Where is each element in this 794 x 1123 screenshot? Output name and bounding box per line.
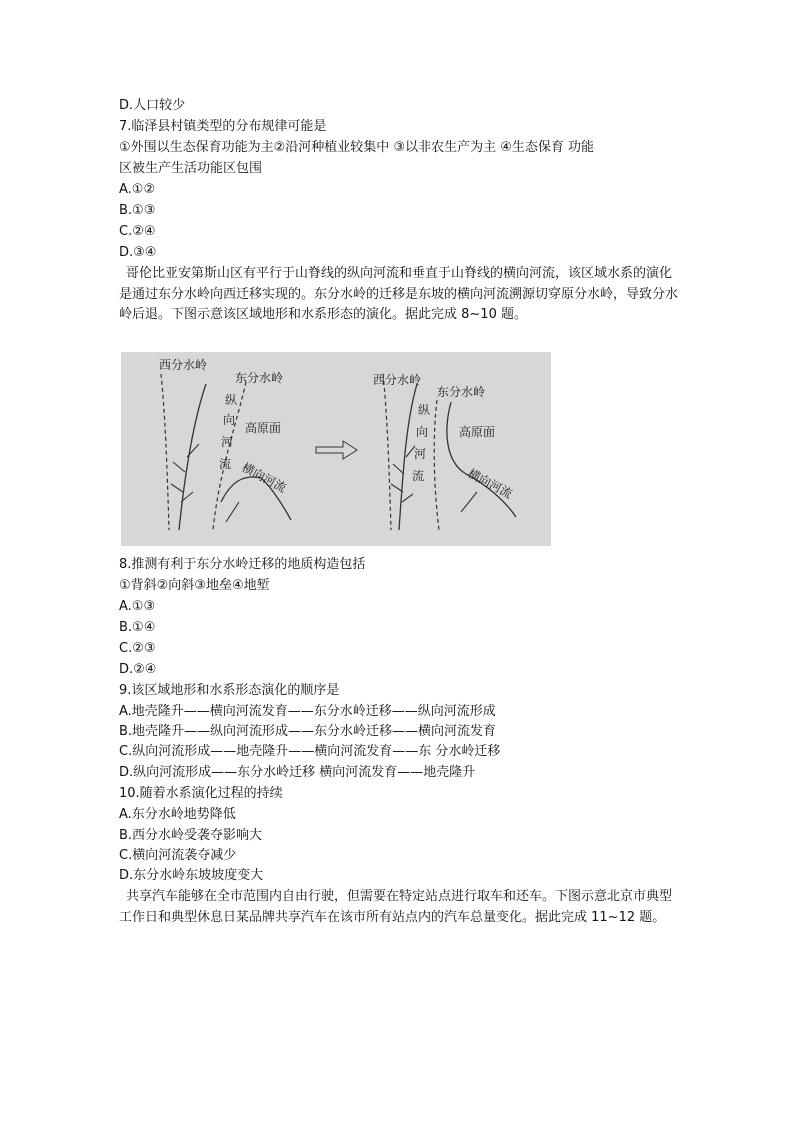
q7-stem: 7.临泽县村镇类型的分布规律可能是 <box>119 119 327 134</box>
transverse-tributary <box>226 502 239 522</box>
label-plateau-left: 高原面 <box>245 421 282 435</box>
transverse-tributary-right <box>461 492 477 512</box>
q8-option-a: A.①③ <box>119 599 156 614</box>
label-longitudinal-river-left-2: 向 <box>223 413 236 427</box>
label-longitudinal-river-right-1: 纵 <box>418 403 431 417</box>
q8-stem: 8.推测有利于东分水岭迁移的地质构造包括 <box>119 557 366 572</box>
label-transverse-river-left: 横向河流 <box>239 460 289 496</box>
q9-option-a: A.地壳隆升——横向河流发育——东分水岭迁移——纵向河流形成 <box>119 704 496 719</box>
label-plateau-right: 高原面 <box>459 425 496 439</box>
river-tributaries <box>171 444 199 502</box>
q8-statements: ①背斜②向斜③地垒④地堑 <box>119 578 270 593</box>
label-longitudinal-river-right-4: 流 <box>412 469 425 483</box>
q10-stem: 10.随着水系演化过程的持续 <box>119 786 283 801</box>
q7-option-a: A.①② <box>119 182 156 197</box>
q7-statements-line1: ①外围以生态保育功能为主②沿河种植业较集中 ③以非农生产为主 ④生态保育 功能 <box>119 140 595 155</box>
q8-option-b: B.①④ <box>119 620 156 635</box>
west-divide-line-right <box>383 374 391 530</box>
q6-option-d: D.人口较少 <box>119 98 186 113</box>
q7-option-b: B.①③ <box>119 203 156 218</box>
east-divide-line-right <box>434 400 439 530</box>
q7-option-c: C.②④ <box>119 224 156 239</box>
figure-svg <box>121 352 551 546</box>
label-longitudinal-river-left-4: 流 <box>219 457 232 471</box>
label-longitudinal-river-left-1: 纵 <box>225 393 238 407</box>
q10-option-a: A.东分水岭地势降低 <box>119 807 236 822</box>
intro-11-12: 共享汽车能够在全市范围内自由行驶，但需要在特定站点进行取车和还车。下图示意北京市典型工作日和典型休息日某品牌共享汽车在该市所有站点内的汽车总量变化。据此完成 11~12 题。 <box>119 889 673 925</box>
longitudinal-river <box>179 384 206 530</box>
label-east-divide-left: 东分水岭 <box>235 371 284 385</box>
q8-option-c: C.②③ <box>119 641 156 656</box>
west-divide-line <box>161 374 169 530</box>
label-longitudinal-river-right-2: 向 <box>416 425 429 439</box>
intro-8-10: 哥伦比亚安第斯山区有平行于山脊线的纵向河流和垂直于山脊线的横向河流，该区域水系的演化是通过东分水岭向西迁移实现的。东分水岭的迁移是东坡的横向河流溯源切穿原分水岭，导致分水岭后退。下图示意该区域地形和水系形态的演化。据此完成 8~10 题。 <box>119 266 679 322</box>
arrow-icon <box>316 441 357 459</box>
label-longitudinal-river-right-3: 河 <box>414 447 427 461</box>
landform-drainage-figure <box>121 352 551 546</box>
q7-option-d: D.③④ <box>119 245 157 260</box>
label-west-divide-left: 西分水岭 <box>159 358 208 372</box>
label-west-divide-right: 西分水岭 <box>373 373 422 387</box>
label-transverse-river-right: 横向河流 <box>465 466 515 502</box>
label-longitudinal-river-left-3: 河 <box>221 435 234 449</box>
q9-option-c: C.纵向河流形成——地壳隆升——横向河流发育——东 分水岭迁移 <box>119 744 501 759</box>
q7-statements-line2: 区被生产生活功能区包围 <box>119 161 263 176</box>
label-east-divide-right: 东分水岭 <box>437 385 486 399</box>
q10-option-d: D.东分水岭东坡坡度变大 <box>119 868 264 883</box>
q10-option-b: B.西分水岭受袭夺影响大 <box>119 828 263 843</box>
q8-option-d: D.②④ <box>119 662 157 677</box>
q10-option-c: C.横向河流袭夺减少 <box>119 848 237 863</box>
q9-option-d: D.纵向河流形成——东分水岭迁移 横向河流发育——地壳隆升 <box>119 765 476 780</box>
q9-option-b: B.地壳隆升——纵向河流形成——东分水岭迁移——横向河流发育 <box>119 724 497 739</box>
q9-stem: 9.该区域地形和水系形态演化的顺序是 <box>119 683 340 698</box>
